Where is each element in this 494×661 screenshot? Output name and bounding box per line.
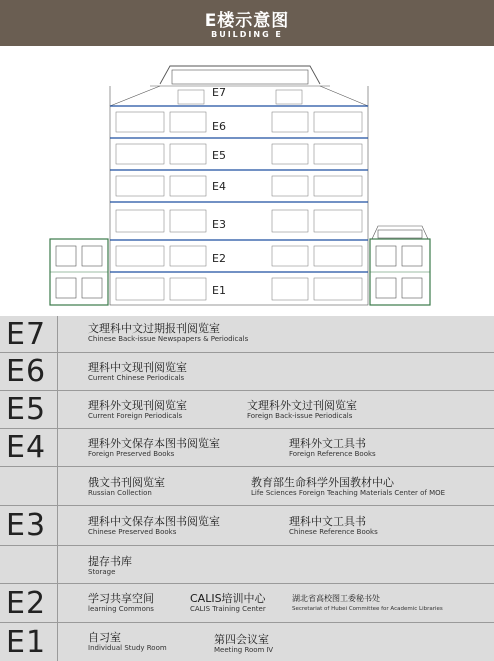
room-name-en: Storage bbox=[88, 568, 116, 576]
floor-label: E1 bbox=[0, 623, 58, 661]
floor-label: E3 bbox=[0, 506, 58, 545]
room-name-zh: 教育部生命科学外国教材中心 bbox=[251, 476, 394, 489]
room-entry bbox=[289, 437, 376, 459]
floor-row bbox=[0, 429, 494, 467]
room-name-zh: 理科中文保存本图书阅览室 bbox=[88, 515, 220, 528]
floor-label bbox=[0, 546, 58, 583]
room-name-zh: 理科外文现刊阅览室 bbox=[88, 399, 187, 412]
floor-label: E6 bbox=[0, 353, 58, 390]
floor-row bbox=[0, 546, 494, 584]
floor-bands bbox=[110, 90, 368, 300]
room-entry bbox=[289, 515, 378, 537]
room-entry bbox=[88, 555, 132, 577]
room-entry bbox=[251, 476, 445, 498]
building-floor-label: E1 bbox=[212, 284, 226, 297]
building-elevation-drawing bbox=[0, 46, 494, 316]
building-floor-label: E3 bbox=[212, 218, 226, 231]
room-name-zh: 自习室 bbox=[88, 631, 121, 644]
room-name-zh: 文理科外文过刊阅览室 bbox=[247, 399, 357, 412]
building-floor-label: E5 bbox=[212, 149, 226, 162]
building-floor-label: E4 bbox=[212, 180, 226, 193]
room-name-en: Foreign Back-issue Periodicals bbox=[247, 412, 353, 420]
floor-label: E7 bbox=[0, 316, 58, 352]
room-name-zh: 理科外文保存本图书阅览室 bbox=[88, 437, 220, 450]
room-name-zh: 第四会议室 bbox=[214, 633, 269, 646]
floor-directory-table bbox=[0, 316, 494, 661]
floor-row bbox=[0, 467, 494, 506]
room-name-en: Foreign Reference Books bbox=[289, 450, 376, 458]
room-name-en: Life Sciences Foreign Teaching Materials Center of MOE bbox=[251, 489, 446, 497]
room-entry bbox=[88, 322, 248, 344]
room-name-zh: 理科中文现刊阅览室 bbox=[88, 361, 187, 374]
room-entry bbox=[247, 399, 357, 421]
room-name-en: Individual Study Room bbox=[88, 644, 167, 652]
room-name-en: Meeting Room Ⅳ bbox=[214, 646, 274, 654]
room-name-zh: 提存书库 bbox=[88, 555, 132, 568]
building-floor-label: E6 bbox=[212, 120, 226, 133]
room-name-zh: 理科中文工具书 bbox=[289, 515, 366, 528]
room-name-en: Current Chinese Periodicals bbox=[88, 374, 185, 382]
page-title: E楼示意图 bbox=[204, 11, 290, 31]
room-name-en: Russian Collection bbox=[88, 489, 152, 497]
floor-row bbox=[0, 584, 494, 623]
page-header bbox=[0, 0, 494, 46]
room-entry bbox=[214, 633, 273, 655]
room-name-zh: 学习共享空间 bbox=[88, 592, 154, 605]
room-entry bbox=[88, 631, 167, 653]
floor-label bbox=[0, 467, 58, 505]
room-name-zh: CALIS培训中心 bbox=[190, 592, 266, 605]
floor-row bbox=[0, 506, 494, 546]
room-name-en: Current Foreign Periodicals bbox=[88, 412, 183, 420]
floor-row bbox=[0, 391, 494, 429]
building-floor-label: E2 bbox=[212, 252, 226, 265]
room-entry bbox=[88, 592, 154, 614]
room-entry bbox=[190, 592, 266, 614]
room-entry bbox=[88, 476, 165, 498]
page-subtitle: BUILDING E bbox=[211, 30, 283, 39]
floor-row bbox=[0, 623, 494, 661]
floor-label: E2 bbox=[0, 584, 58, 622]
room-name-en: Secretariat of Hubei Committee for Academic Libraries bbox=[292, 606, 443, 612]
room-entry bbox=[88, 515, 220, 537]
building-floor-label: E7 bbox=[212, 86, 226, 99]
room-name-en: Chinese Preserved Books bbox=[88, 528, 177, 536]
floor-label: E5 bbox=[0, 391, 58, 428]
floor-row bbox=[0, 353, 494, 391]
room-name-en: CALIS Training Center bbox=[190, 605, 266, 613]
building-floor-labels bbox=[212, 86, 226, 297]
room-name-en: Chinese Reference Books bbox=[289, 528, 378, 536]
room-name-en: Foreign Preserved Books bbox=[88, 450, 175, 458]
room-entry bbox=[88, 399, 187, 421]
floor-row bbox=[0, 316, 494, 353]
room-entry bbox=[292, 592, 443, 614]
room-name-en: Chinese Back-issue Newspapers & Periodicals bbox=[88, 335, 249, 343]
room-name-zh: 文理科中文过期报刊阅览室 bbox=[88, 322, 220, 335]
room-name-en: learning Commons bbox=[88, 605, 154, 613]
room-entry bbox=[88, 437, 220, 459]
floor-label: E4 bbox=[0, 429, 58, 466]
room-name-zh: 俄文书刊阅览室 bbox=[88, 476, 165, 489]
room-name-zh: 理科外文工具书 bbox=[289, 437, 366, 450]
room-name-zh: 湖北省高校图工委秘书处 bbox=[292, 594, 380, 603]
room-entry bbox=[88, 361, 187, 383]
